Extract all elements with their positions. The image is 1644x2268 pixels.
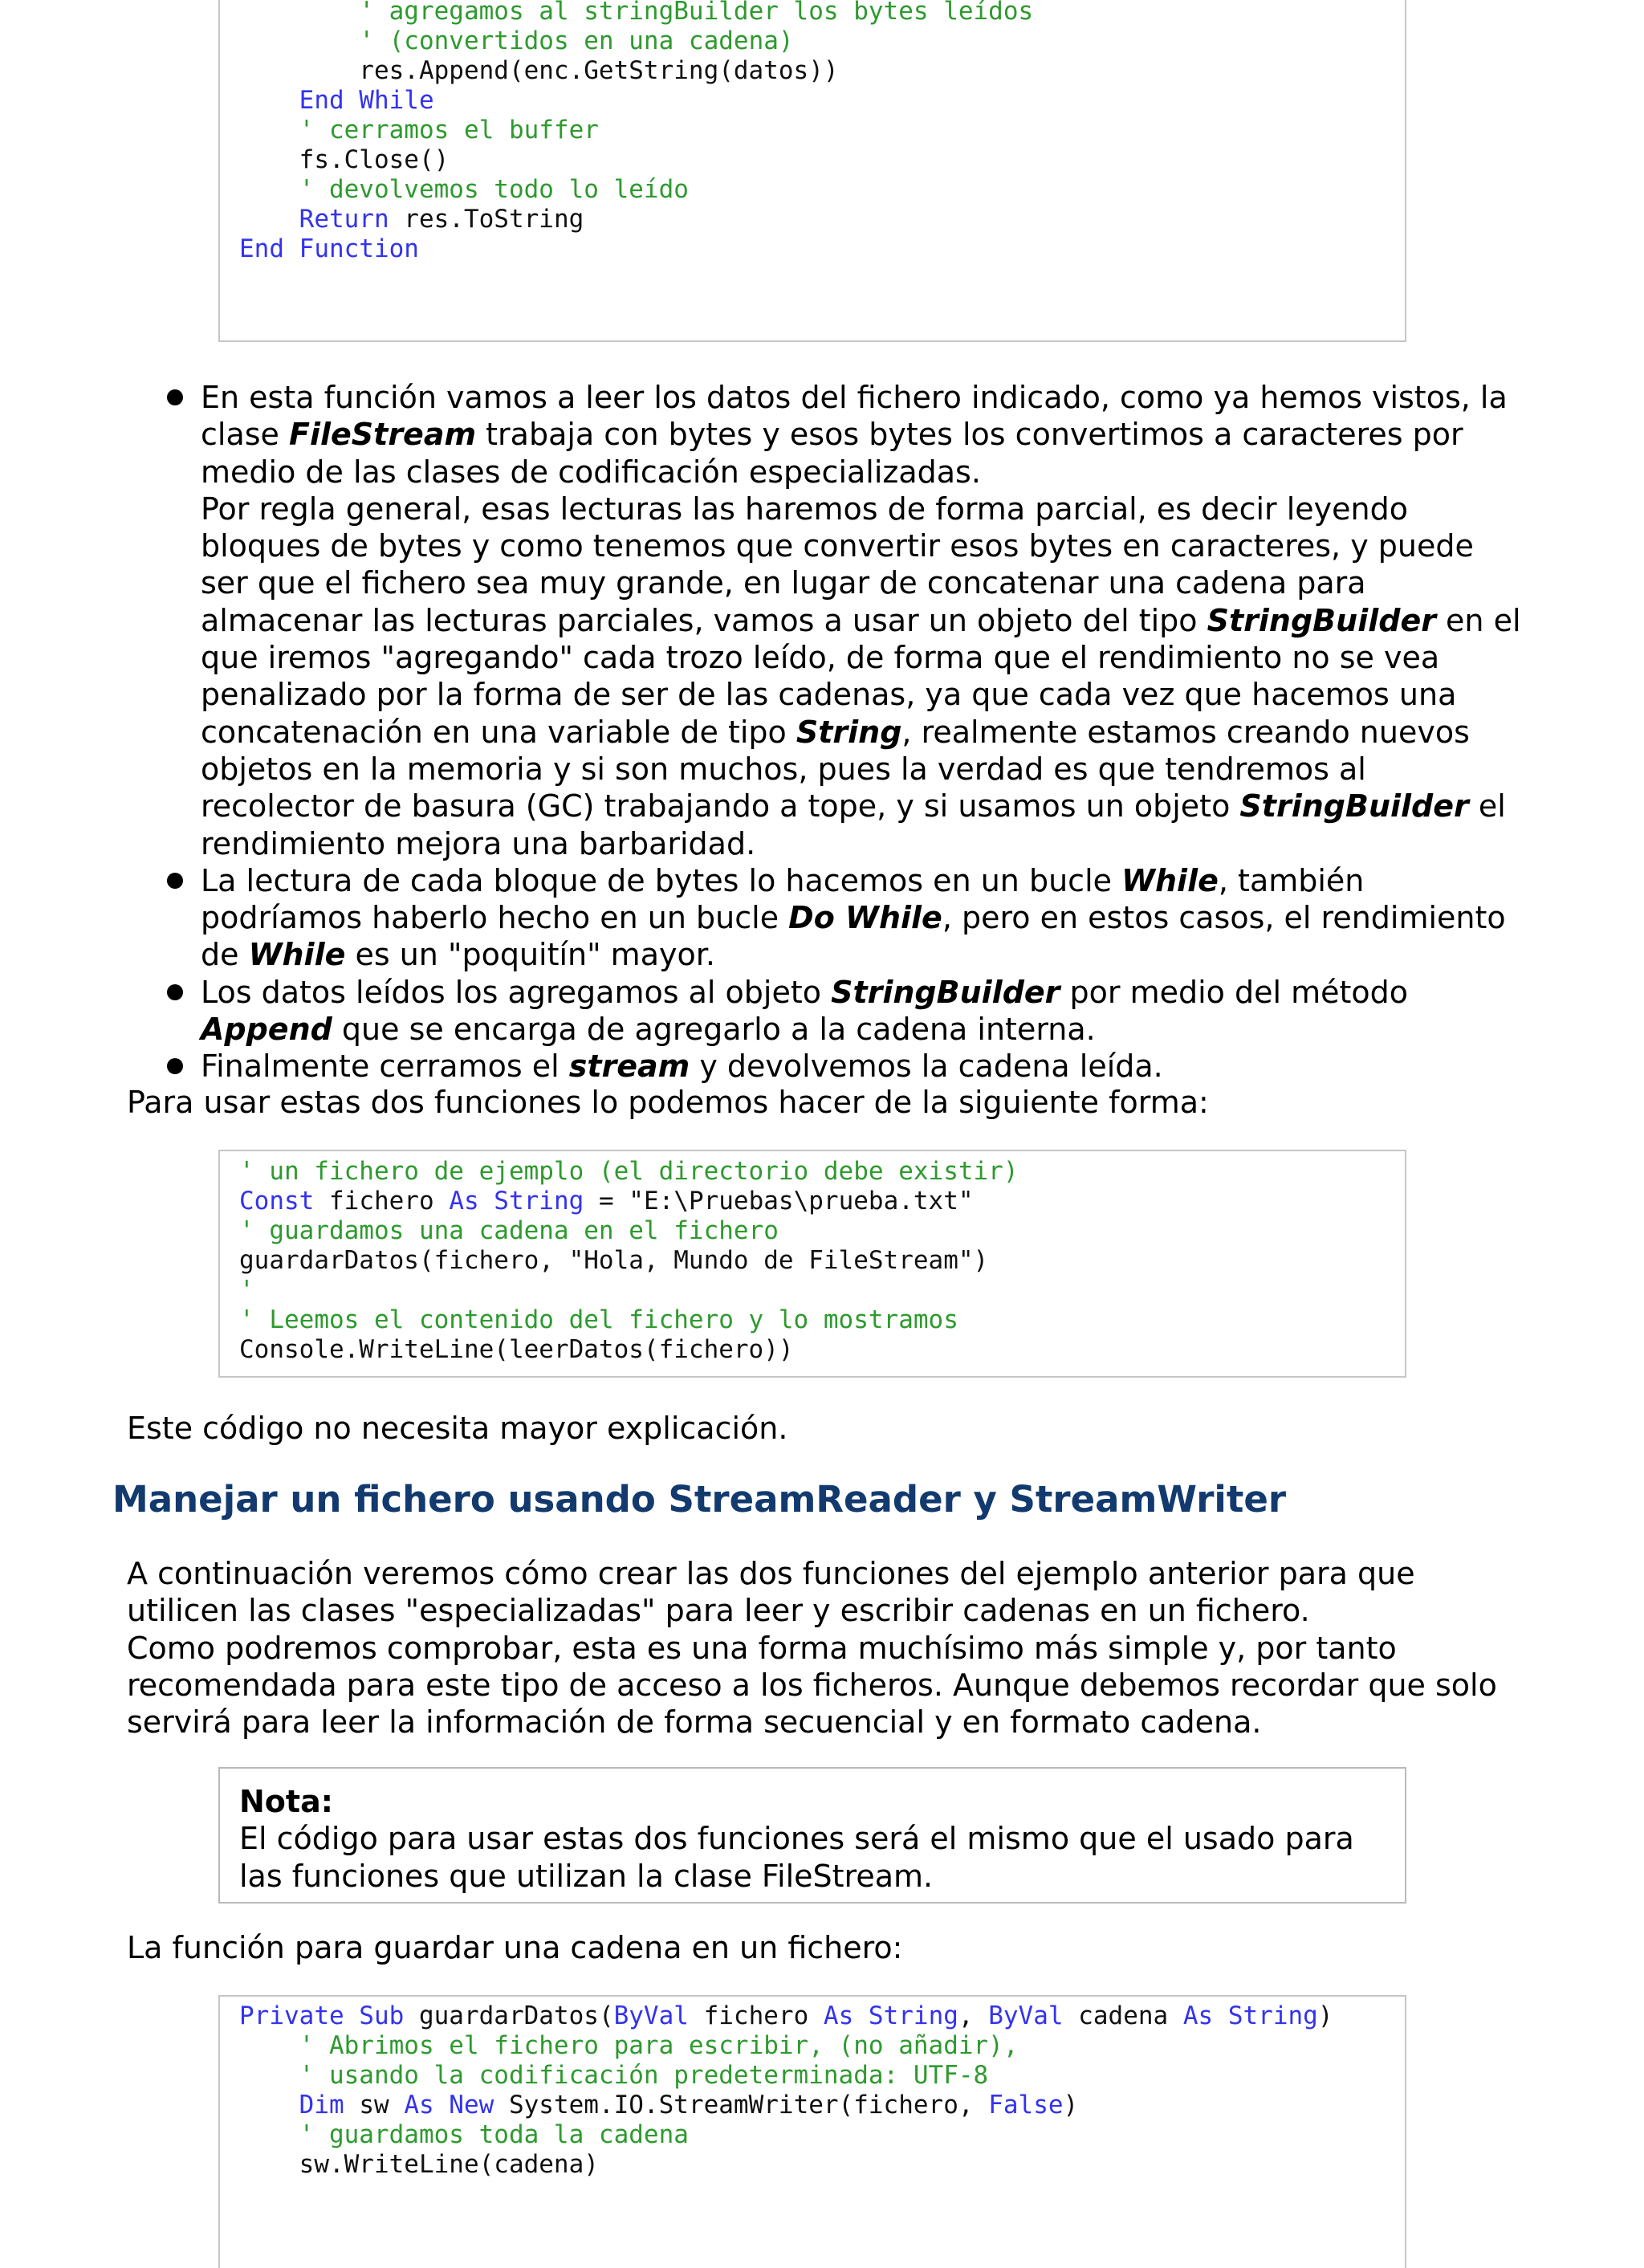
emphasis-term: While <box>248 937 346 973</box>
code-line <box>239 1246 1405 1276</box>
code-text <box>239 86 299 115</box>
paragraph-usage: Para usar estas dos funciones lo podemos hacer de la siguiente forma: <box>127 1085 1209 1120</box>
code-line <box>239 2001 1405 2031</box>
code-comment: ' cerramos el buffer <box>299 116 599 145</box>
code-line <box>239 1157 1405 1187</box>
text-run: Por regla general, esas lecturas las haremos de forma parcial, es decir leyendo bloques de bytes y como tenemos que convertir esos bytes en caracteres, y puede ser que el fichero sea muy grande, en lugar de concatenar una cadena para almacenar las lecturas parciales, vamos a usar un objeto del tipo <box>201 491 1474 638</box>
code-text: fichero <box>314 1187 450 1215</box>
code-text <box>239 2061 299 2090</box>
list-item <box>161 379 1525 862</box>
code-text <box>239 205 299 234</box>
code-comment: ' guardamos una cadena en el fichero <box>239 1216 779 1245</box>
code-text <box>239 26 359 55</box>
code-keyword: Return <box>299 205 389 234</box>
text-run: y devolvemos la cadena leída. <box>690 1048 1163 1085</box>
code-line <box>239 116 1405 145</box>
code-line <box>239 26 1405 56</box>
list-item-text <box>201 862 1525 974</box>
code-text: res.Append(enc.GetString(datos)) <box>239 56 839 85</box>
code-keyword: As String <box>449 1187 584 1215</box>
code-block-usage <box>218 1150 1406 1378</box>
emphasis-term: FileStream <box>289 417 477 453</box>
text-run: por medio del método <box>1060 974 1409 1010</box>
code-comment: ' un fichero de ejemplo (el directorio debe existir) <box>239 1157 1019 1186</box>
code-line <box>239 234 1405 264</box>
section-heading: Manejar un fichero usando StreamReader y StreamWriter <box>112 1478 1287 1521</box>
code-text: guardarDatos(fichero, "Hola, Mundo de FileStream") <box>239 1246 989 1275</box>
code-text: System.IO.StreamWriter(fichero, <box>494 2091 989 2119</box>
code-line <box>239 2120 1405 2150</box>
code-keyword: End Function <box>239 234 419 263</box>
code-line <box>239 0 1405 26</box>
list-item-text <box>201 1048 1525 1085</box>
text-run: el rendimiento mejora una barbaridad. <box>201 788 1506 861</box>
text-run: La lectura de cada bloque de bytes lo hacemos en un bucle <box>201 862 1122 898</box>
text-run: es un "poquitín" mayor. <box>345 937 715 973</box>
code-text: guardarDatos( <box>404 2001 614 2030</box>
code-text: ) <box>1317 2001 1333 2030</box>
paragraph-save: La función para guardar una cadena en un fichero: <box>127 1930 903 1965</box>
code-keyword: Dim <box>299 2091 344 2119</box>
code-text: ) <box>1063 2091 1079 2119</box>
code-comment: ' (convertidos en una cadena) <box>359 26 794 55</box>
emphasis-term: StringBuilder <box>831 974 1060 1010</box>
emphasis-term: String <box>796 714 902 750</box>
text-run: , también podríamos haberlo hecho en un bucle <box>201 862 1365 936</box>
code-keyword: Private Sub <box>239 2001 405 2030</box>
code-keyword: ByVal <box>613 2001 689 2030</box>
code-comment: ' Leemos el contenido del fichero y lo mostramos <box>239 1305 958 1334</box>
list-item <box>161 1048 1525 1085</box>
code-comment: ' devolvemos todo lo leído <box>299 175 689 204</box>
code-text: fichero <box>688 2001 824 2030</box>
text-run: que se encarga de agregarlo a la cadena interna. <box>332 1012 1096 1048</box>
text-run: En esta función vamos a leer los datos del fichero indicado, como ya hemos vistos, la clase <box>201 380 1508 453</box>
emphasis-term: stream <box>568 1048 690 1085</box>
code-comment: ' Abrimos el fichero para escribir, (no añadir), <box>299 2031 1019 2060</box>
emphasis-term: StringBuilder <box>1207 602 1436 638</box>
bullet-dot-icon <box>167 1058 183 1074</box>
code-text <box>239 0 359 26</box>
code-text <box>239 175 299 204</box>
code-comment: ' agregamos al stringBuilder los bytes leídos <box>359 0 1034 26</box>
code-line <box>239 1335 1405 1365</box>
code-text: sw.WriteLine(cadena) <box>239 2150 599 2179</box>
code-keyword: As String <box>1182 2001 1318 2030</box>
code-text: , <box>958 2001 989 2030</box>
paragraph-intro-2: Como podremos comprobar, esta es una forma muchísimo más simple y, por tanto recomendada para este tipo de acceso a los ficheros. Aunque debemos recordar que solo servirá para leer la información de forma secuencial y en formato cadena. <box>127 1630 1497 1741</box>
code-comment: ' <box>239 1276 254 1305</box>
text-run: , pero en estos casos, el rendimiento de <box>201 900 1506 973</box>
code-line <box>239 1305 1405 1335</box>
code-line <box>239 1187 1405 1216</box>
text-run: Los datos leídos los agregamos al objeto <box>201 974 832 1010</box>
code-keyword: End While <box>299 86 434 115</box>
paragraph-explain: Este código no necesita mayor explicación. <box>127 1411 788 1446</box>
code-comment: ' usando la codificación predeterminada: UTF-8 <box>299 2061 989 2090</box>
code-keyword: As New <box>404 2091 494 2119</box>
code-line <box>239 2031 1405 2061</box>
bullet-dot-icon <box>167 984 183 1000</box>
bullet-dot-icon <box>167 389 183 405</box>
code-block-leerdatos-end <box>218 0 1406 342</box>
note-body: El código para usar estas dos funciones será el mismo que el usado para las funciones que utilizan la clase FileStream. <box>239 1821 1354 1894</box>
code-keyword: ByVal <box>988 2001 1064 2030</box>
text-run: Finalmente cerramos el <box>201 1048 569 1085</box>
text-run: en el que iremos "agregando" cada trozo leído, de forma que el rendimiento no se vea penalizado por la forma de ser de las cadenas, ya que cada vez que hacemos una concatenación en una variable de tipo <box>201 602 1521 750</box>
emphasis-term: Append <box>201 1012 332 1048</box>
paragraph-intro-1: A continuación veremos cómo crear las dos funciones del ejemplo anterior para que utilicen las clases "especializadas" para leer y escribir cadenas en un fichero. <box>127 1556 1415 1629</box>
paragraph-intro <box>127 1555 1524 1741</box>
list-item-text <box>201 491 1525 862</box>
code-line <box>239 145 1405 175</box>
code-text: cadena <box>1063 2001 1183 2030</box>
emphasis-term: StringBuilder <box>1239 788 1469 825</box>
code-keyword: Const <box>239 1187 315 1215</box>
bullet-list <box>161 379 1525 1085</box>
text-run: trabaja con bytes y esos bytes los convertimos a caracteres por medio de las clases de codificación especializadas. <box>201 417 1463 490</box>
code-text <box>239 2031 299 2060</box>
code-text: = "E:\Pruebas\prueba.txt" <box>584 1187 974 1215</box>
code-text: res.ToString <box>389 205 584 234</box>
list-item <box>161 974 1525 1048</box>
code-text: sw <box>344 2091 405 2119</box>
code-text <box>239 2091 299 2119</box>
code-keyword: As String <box>823 2001 958 2030</box>
list-item-text <box>201 379 1525 491</box>
list-item <box>161 862 1525 974</box>
code-line <box>239 2150 1405 2180</box>
bullet-dot-icon <box>167 873 183 889</box>
list-item-text <box>201 974 1525 1048</box>
code-line <box>239 56 1405 86</box>
code-text: fs.Close() <box>239 145 450 174</box>
code-text <box>239 2120 299 2149</box>
code-keyword: False <box>988 2091 1064 2119</box>
code-text <box>239 116 299 145</box>
code-line <box>239 175 1405 205</box>
code-line <box>239 86 1405 116</box>
code-line <box>239 205 1405 234</box>
code-text: Console.WriteLine(leerDatos(fichero)) <box>239 1335 794 1364</box>
note-title: Nota: <box>239 1784 333 1819</box>
code-line <box>239 2091 1405 2120</box>
emphasis-term: While <box>1121 862 1219 898</box>
code-line <box>239 2061 1405 2091</box>
code-block-guardardatos <box>218 1995 1406 2268</box>
note-box <box>218 1767 1406 1904</box>
code-line <box>239 1216 1405 1246</box>
text-run: , realmente estamos creando nuevos objetos en la memoria y si son muchos, pues la verdad es que tendremos al recolector de basura (GC) trabajando a tope, y si usamos un objeto <box>201 714 1470 825</box>
emphasis-term: Do While <box>788 900 942 936</box>
code-comment: ' guardamos toda la cadena <box>299 2120 689 2149</box>
code-line <box>239 1276 1405 1305</box>
